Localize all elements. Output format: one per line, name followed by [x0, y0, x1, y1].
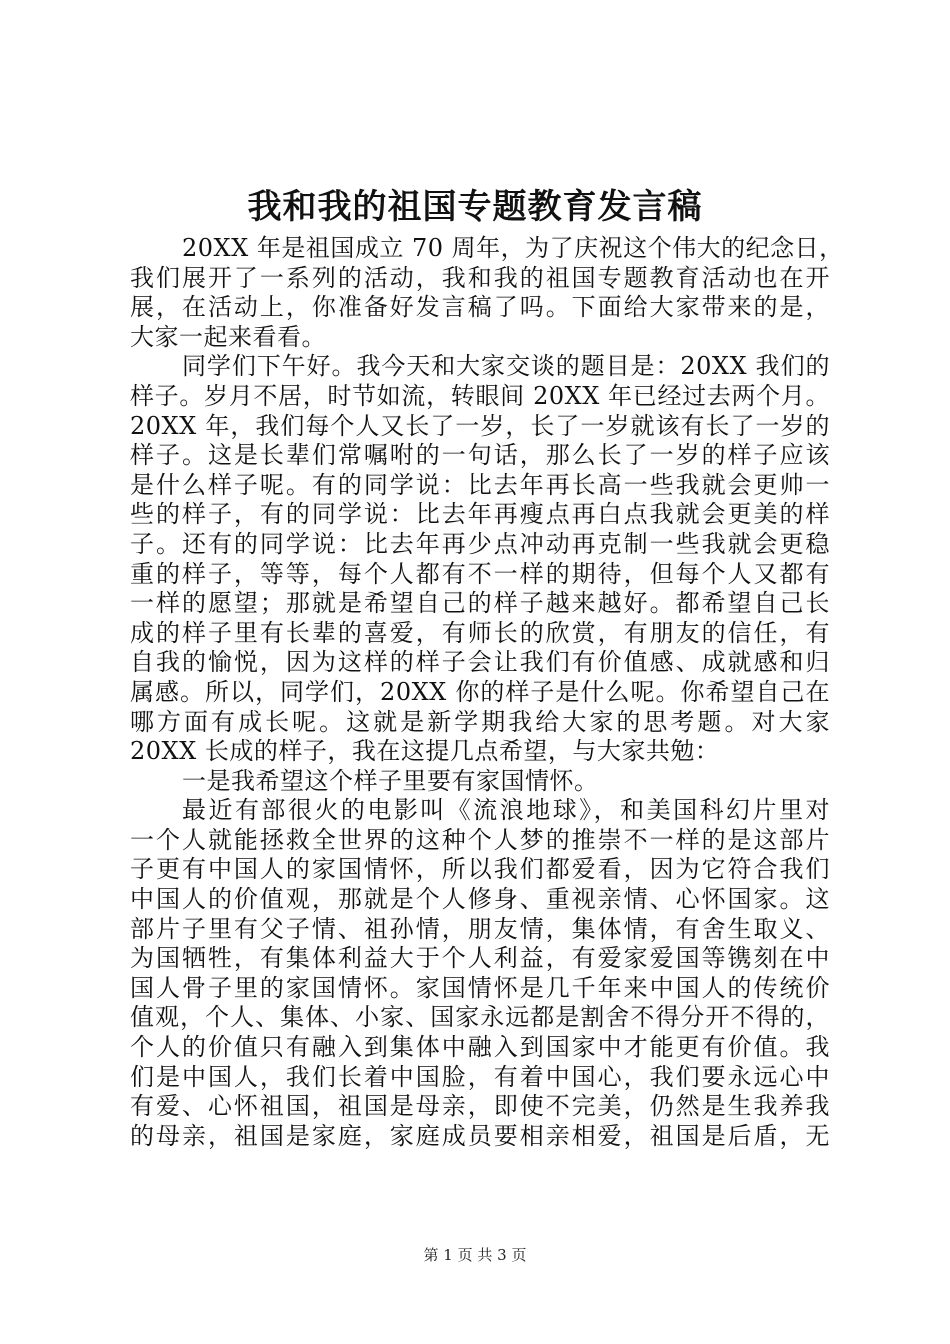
body-line: 样子。这是长辈们常嘱咐的一句话，那么长了一岁的样子应该	[130, 441, 830, 470]
body-line: 自我的愉悦，因为这样的样子会让我们有价值感、成就感和归	[130, 648, 830, 677]
body-line: 值观，个人、集体、小家、国家永远都是割舍不得分开不得的，	[130, 1003, 830, 1032]
document-title: 我和我的祖国专题教育发言稿	[247, 187, 703, 227]
body-line: 个人的价值只有融入到集体中融入到国家中才能更有价值。我	[130, 1033, 830, 1062]
body-line: 国人骨子里的家国情怀。家国情怀是几千年来中国人的传统价	[130, 973, 830, 1002]
body-line: 重的样子，等等，每个人都有不一样的期待，但每个人又都有	[130, 559, 830, 588]
body-line: 我们展开了一系列的活动，我和我的祖国专题教育活动也在开	[130, 263, 830, 292]
body-line: 些的样子，有的同学说：比去年再瘦点再白点我就会更美的样	[130, 500, 830, 529]
body-line: 们是中国人，我们长着中国脸，有着中国心，我们要永远心中	[130, 1062, 830, 1091]
body-line: 是什么样子呢。有的同学说：比去年再长高一些我就会更帅一	[130, 470, 830, 499]
body-line: 有爱、心怀祖国，祖国是母亲，即使不完美，仍然是生我养我	[130, 1092, 830, 1121]
body-line: 中国人的价值观，那就是个人修身、重视亲情、心怀国家。这	[130, 885, 830, 914]
body-line: 一个人就能拯救全世界的这种个人梦的推崇不一样的是这部片	[130, 825, 830, 854]
body-line: 大家一起来看看。	[130, 322, 326, 351]
body-line: 为国牺牲，有集体利益大于个人利益，有爱家爱国等镌刻在中	[130, 944, 830, 973]
body-line: 20XX 年是祖国成立 70 周年，为了庆祝这个伟大的纪念日，	[182, 234, 844, 262]
body-line: 属感。所以，同学们，20XX 你的样子是什么呢。你希望自己在	[130, 677, 830, 706]
body-line: 的母亲，祖国是家庭，家庭成员要相亲相爱，祖国是后盾，无	[130, 1121, 830, 1150]
body-line: 样子。岁月不居，时节如流，转眼间 20XX 年已经过去两个月。	[130, 381, 830, 410]
body-line: 哪方面有成长呢。这就是新学期我给大家的思考题。对大家	[130, 707, 830, 736]
body-line: 一是我希望这个样子里要有家国情怀。	[182, 766, 599, 795]
body-line: 子。还有的同学说：比去年再少点冲动再克制一些我就会更稳	[130, 529, 830, 558]
body-line: 20XX 年，我们每个人又长了一岁，长了一岁就该有长了一岁的	[130, 411, 830, 440]
body-line: 最近有部很火的电影叫《流浪地球》，和美国科幻片里对	[182, 796, 830, 825]
body-line: 子更有中国人的家国情怀，所以我们都爱看，因为它符合我们	[130, 855, 830, 884]
document-body	[130, 234, 844, 1151]
body-line: 部片子里有父子情、祖孙情，朋友情，集体情，有舍生取义、	[130, 914, 830, 943]
body-line: 展，在活动上，你准备好发言稿了吗。下面给大家带来的是，	[130, 293, 830, 322]
body-line: 同学们下午好。我今天和大家交谈的题目是：20XX 我们的	[182, 352, 830, 381]
page-footer: 第 1 页 共 3 页	[423, 1246, 527, 1264]
body-line: 成的样子里有长辈的喜爱，有师长的欣赏，有朋友的信任，有	[130, 618, 830, 647]
body-line: 一样的愿望；那就是希望自己的样子越来越好。都希望自己长	[130, 589, 830, 618]
body-line: 20XX 长成的样子，我在这提几点希望，与大家共勉：	[130, 737, 720, 766]
